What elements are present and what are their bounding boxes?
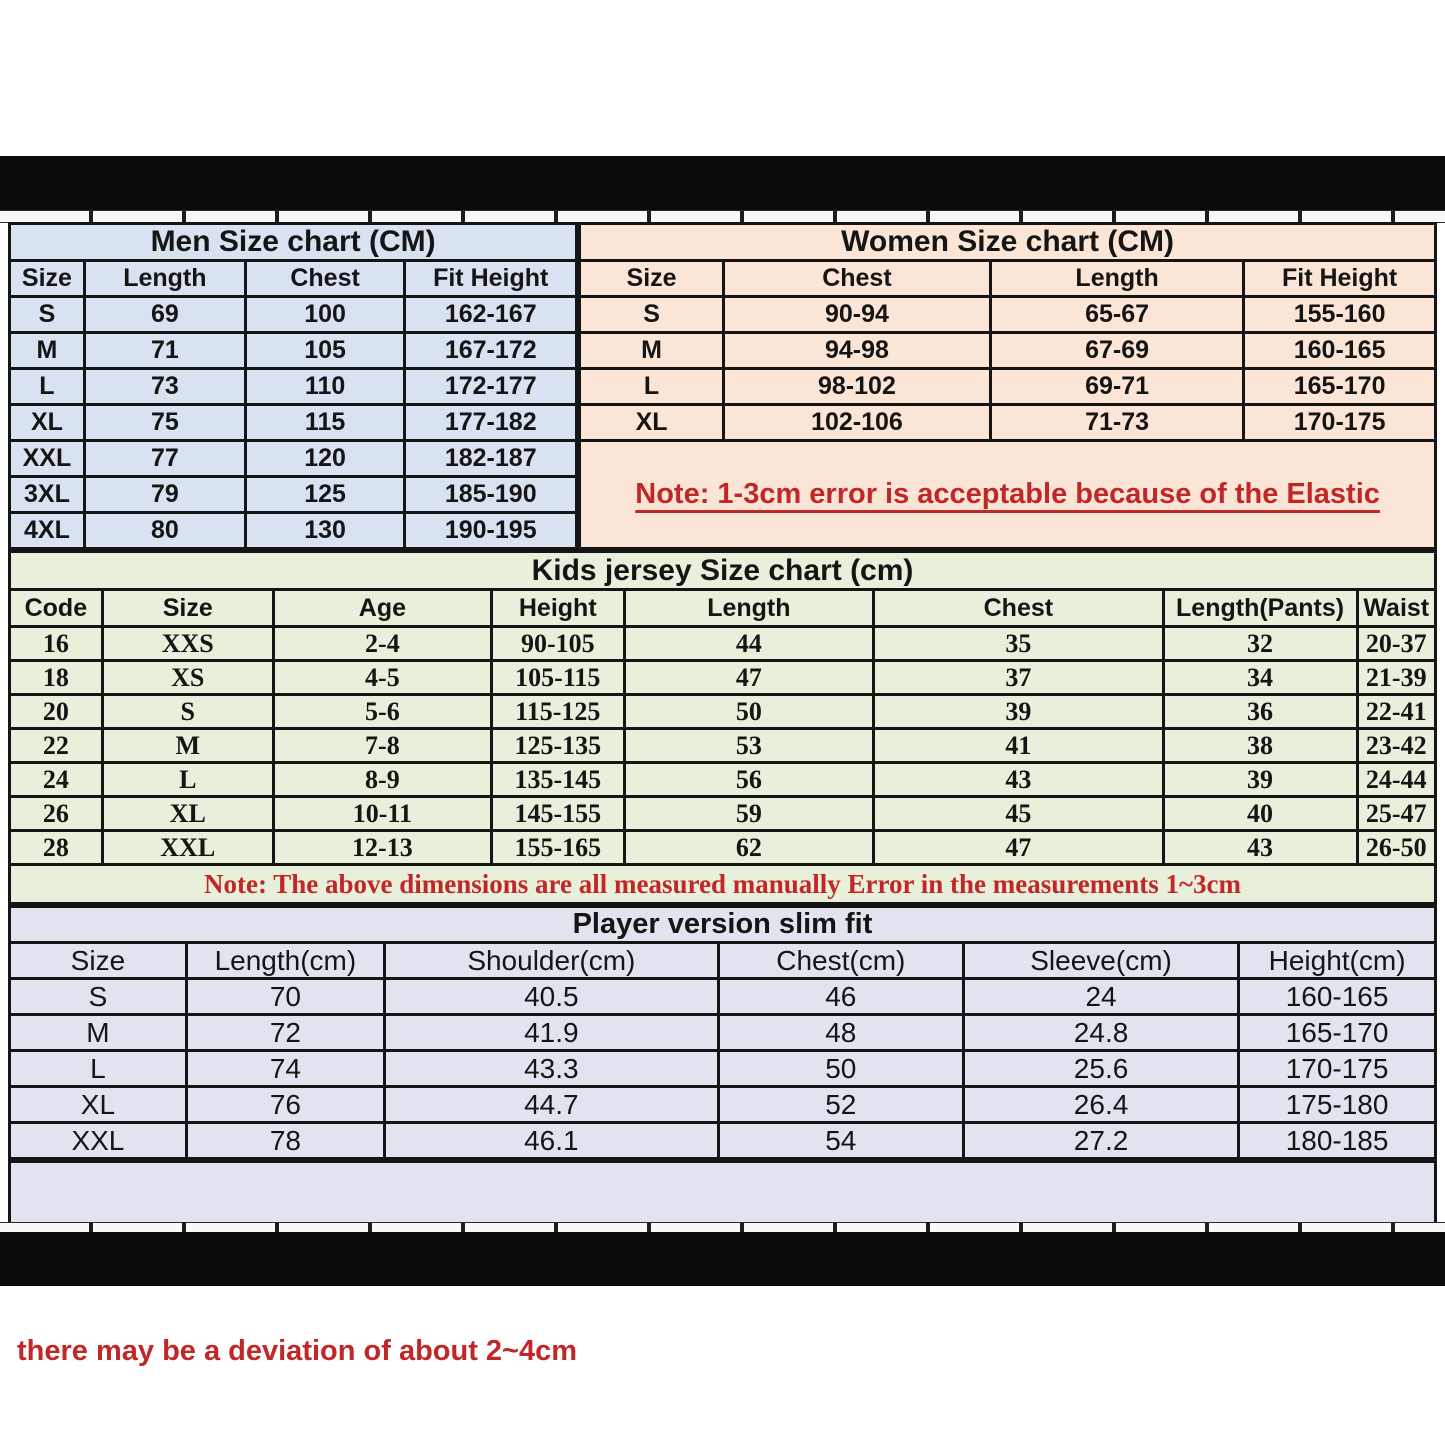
table-row xyxy=(10,405,577,441)
column-header: Length xyxy=(84,261,245,297)
table-cell: 25-47 xyxy=(1357,797,1435,831)
table-row xyxy=(10,1051,1436,1087)
table-cell: 35 xyxy=(874,627,1163,661)
column-header: Height(cm) xyxy=(1239,943,1436,979)
table-cell: 50 xyxy=(718,1051,963,1087)
table-cell: 69-71 xyxy=(990,369,1243,405)
table-row xyxy=(10,441,577,477)
table-cell: 70 xyxy=(186,979,384,1015)
table-cell: 41 xyxy=(874,729,1163,763)
table-cell: 56 xyxy=(624,763,874,797)
table-cell: 44.7 xyxy=(385,1087,719,1123)
women-header-row xyxy=(580,261,1436,297)
table-cell: 27.2 xyxy=(963,1123,1238,1159)
table-cell: 36 xyxy=(1163,695,1357,729)
table-cell: XL xyxy=(580,405,724,441)
table-cell: 78 xyxy=(186,1123,384,1159)
table-cell: XL xyxy=(10,405,85,441)
table-cell: 41.9 xyxy=(385,1015,719,1051)
table-cell: 48 xyxy=(718,1015,963,1051)
table-cell: 175-180 xyxy=(1239,1087,1436,1123)
table-cell: XXL xyxy=(102,831,273,865)
table-cell: M xyxy=(102,729,273,763)
table-cell: 24 xyxy=(963,979,1238,1015)
player-version-table xyxy=(8,905,1437,1160)
table-cell: 24 xyxy=(10,763,103,797)
table-cell: 65-67 xyxy=(990,297,1243,333)
table-cell: XXL xyxy=(10,1123,187,1159)
table-cell: 3XL xyxy=(10,477,85,513)
table-cell: 18 xyxy=(10,661,103,695)
table-cell: 90-94 xyxy=(723,297,990,333)
table-cell: 167-172 xyxy=(405,333,577,369)
table-cell: 2-4 xyxy=(273,627,491,661)
table-cell: 71 xyxy=(84,333,245,369)
elastic-note: Note: 1-3cm error is acceptable because of the Elastic xyxy=(635,478,1380,510)
column-header: Shoulder(cm) xyxy=(385,943,719,979)
table-cell: 46 xyxy=(718,979,963,1015)
table-cell: 16 xyxy=(10,627,103,661)
table-cell: 23-42 xyxy=(1357,729,1435,763)
column-header: Size xyxy=(102,590,273,627)
table-cell: 52 xyxy=(718,1087,963,1123)
men-table-title: Men Size chart (CM) xyxy=(10,224,577,261)
men-women-row xyxy=(8,222,1437,550)
table-cell: 46.1 xyxy=(385,1123,719,1159)
table-cell: 110 xyxy=(245,369,404,405)
table-cell: S xyxy=(10,297,85,333)
table-cell: 98-102 xyxy=(723,369,990,405)
table-cell: 180-185 xyxy=(1239,1123,1436,1159)
table-cell: 45 xyxy=(874,797,1163,831)
table-cell: L xyxy=(102,763,273,797)
table-cell: 67-69 xyxy=(990,333,1243,369)
table-cell: 172-177 xyxy=(405,369,577,405)
women-size-table xyxy=(578,222,1437,550)
table-cell: 54 xyxy=(718,1123,963,1159)
table-row xyxy=(10,763,1436,797)
table-cell: 100 xyxy=(245,297,404,333)
table-row xyxy=(580,405,1436,441)
table-cell: 5-6 xyxy=(273,695,491,729)
table-cell: 185-190 xyxy=(405,477,577,513)
table-cell: 43 xyxy=(1163,831,1357,865)
table-row xyxy=(10,797,1436,831)
column-header: Chest xyxy=(245,261,404,297)
table-cell: 160-165 xyxy=(1244,333,1436,369)
table-cell: XL xyxy=(10,1087,187,1123)
table-cell: 190-195 xyxy=(405,513,577,549)
kids-size-table xyxy=(8,550,1437,905)
column-header: Length(Pants) xyxy=(1163,590,1357,627)
men-size-table xyxy=(8,222,578,550)
table-cell: 115-125 xyxy=(491,695,624,729)
table-cell: 74 xyxy=(186,1051,384,1087)
table-cell: 34 xyxy=(1163,661,1357,695)
kids-measure-note: Note: The above dimensions are all measured manually Error in the measurements 1~3cm xyxy=(10,865,1436,904)
table-row xyxy=(10,729,1436,763)
column-header: Size xyxy=(580,261,724,297)
table-row xyxy=(580,369,1436,405)
table-row xyxy=(10,369,577,405)
table-cell: 20 xyxy=(10,695,103,729)
table-cell: 105-115 xyxy=(491,661,624,695)
table-cell: 8-9 xyxy=(273,763,491,797)
table-cell: 39 xyxy=(874,695,1163,729)
men-header-row xyxy=(10,261,577,297)
table-cell: 79 xyxy=(84,477,245,513)
women-table-wrap xyxy=(578,222,1437,550)
table-cell: 4-5 xyxy=(273,661,491,695)
table-cell: 24.8 xyxy=(963,1015,1238,1051)
column-header: Length xyxy=(624,590,874,627)
table-cell: 71-73 xyxy=(990,405,1243,441)
table-cell: M xyxy=(10,1015,187,1051)
column-header: Size xyxy=(10,261,85,297)
table-cell: 182-187 xyxy=(405,441,577,477)
table-cell: 59 xyxy=(624,797,874,831)
column-header: Code xyxy=(10,590,103,627)
top-black-band xyxy=(0,156,1445,210)
table-row xyxy=(10,831,1436,865)
footer-note-line2: there may be a deviation of about 2~4cm xyxy=(17,1335,578,1367)
table-cell: 165-170 xyxy=(1239,1015,1436,1051)
table-cell: 135-145 xyxy=(491,763,624,797)
table-cell: XXL xyxy=(10,441,85,477)
table-cell: 40 xyxy=(1163,797,1357,831)
table-cell: 26 xyxy=(10,797,103,831)
table-row xyxy=(10,1087,1436,1123)
table-cell: 53 xyxy=(624,729,874,763)
table-cell: 170-175 xyxy=(1244,405,1436,441)
table-row xyxy=(580,297,1436,333)
table-cell: 115 xyxy=(245,405,404,441)
table-cell: 37 xyxy=(874,661,1163,695)
table-cell: 4XL xyxy=(10,513,85,549)
table-cell: 47 xyxy=(624,661,874,695)
table-row xyxy=(10,297,577,333)
table-cell: 24-44 xyxy=(1357,763,1435,797)
table-row xyxy=(10,979,1436,1015)
table-cell: M xyxy=(580,333,724,369)
table-cell: 72 xyxy=(186,1015,384,1051)
table-cell: 39 xyxy=(1163,763,1357,797)
table-cell: 102-106 xyxy=(723,405,990,441)
table-cell: S xyxy=(580,297,724,333)
table-cell: 80 xyxy=(84,513,245,549)
table-cell: 7-8 xyxy=(273,729,491,763)
table-cell: 160-165 xyxy=(1239,979,1436,1015)
men-table-wrap xyxy=(8,222,578,550)
table-cell: 145-155 xyxy=(491,797,624,831)
kids-table-title: Kids jersey Size chart (cm) xyxy=(10,552,1436,590)
table-cell: 155-160 xyxy=(1244,297,1436,333)
table-cell: 170-175 xyxy=(1239,1051,1436,1087)
kids-header-row xyxy=(10,590,1436,627)
table-cell: 40.5 xyxy=(385,979,719,1015)
table-cell: 77 xyxy=(84,441,245,477)
table-cell: 25.6 xyxy=(963,1051,1238,1087)
table-cell: 94-98 xyxy=(723,333,990,369)
table-cell: 155-165 xyxy=(491,831,624,865)
table-cell: 21-39 xyxy=(1357,661,1435,695)
table-cell: 43 xyxy=(874,763,1163,797)
column-header: Chest xyxy=(874,590,1163,627)
column-header: Height xyxy=(491,590,624,627)
column-header: Sleeve(cm) xyxy=(963,943,1238,979)
table-cell: L xyxy=(10,369,85,405)
table-cell: 50 xyxy=(624,695,874,729)
table-row xyxy=(10,661,1436,695)
table-row xyxy=(10,695,1436,729)
table-cell: 43.3 xyxy=(385,1051,719,1087)
table-cell: 177-182 xyxy=(405,405,577,441)
table-row xyxy=(580,333,1436,369)
table-cell: 90-105 xyxy=(491,627,624,661)
table-cell: XS xyxy=(102,661,273,695)
table-cell: 62 xyxy=(624,831,874,865)
bottom-black-band xyxy=(0,1232,1445,1286)
player-table-title: Player version slim fit xyxy=(10,907,1436,943)
table-cell: 73 xyxy=(84,369,245,405)
table-cell: 22-41 xyxy=(1357,695,1435,729)
table-cell: S xyxy=(10,979,187,1015)
column-header: Waist xyxy=(1357,590,1435,627)
column-header: Size xyxy=(10,943,187,979)
table-cell: 130 xyxy=(245,513,404,549)
table-cell: XL xyxy=(102,797,273,831)
table-cell: L xyxy=(10,1051,187,1087)
table-cell: 12-13 xyxy=(273,831,491,865)
table-cell: 47 xyxy=(874,831,1163,865)
size-chart-sheet xyxy=(8,222,1437,1367)
column-header: Fit Height xyxy=(405,261,577,297)
table-cell: L xyxy=(580,369,724,405)
table-cell: 69 xyxy=(84,297,245,333)
table-row xyxy=(10,513,577,549)
table-cell: 75 xyxy=(84,405,245,441)
table-row xyxy=(10,477,577,513)
table-cell: 28 xyxy=(10,831,103,865)
table-cell: 105 xyxy=(245,333,404,369)
women-table-title: Women Size chart (CM) xyxy=(580,224,1436,261)
column-header: Length xyxy=(990,261,1243,297)
table-cell: 120 xyxy=(245,441,404,477)
table-cell: 125 xyxy=(245,477,404,513)
table-cell: 44 xyxy=(624,627,874,661)
table-cell: XXS xyxy=(102,627,273,661)
table-cell: 20-37 xyxy=(1357,627,1435,661)
column-header: Fit Height xyxy=(1244,261,1436,297)
table-cell: 125-135 xyxy=(491,729,624,763)
table-row xyxy=(10,627,1436,661)
table-cell: 38 xyxy=(1163,729,1357,763)
table-cell: 26-50 xyxy=(1357,831,1435,865)
table-cell: 10-11 xyxy=(273,797,491,831)
column-header: Length(cm) xyxy=(186,943,384,979)
table-row xyxy=(10,1015,1436,1051)
table-cell: 162-167 xyxy=(405,297,577,333)
player-header-row xyxy=(10,943,1436,979)
table-row xyxy=(10,1123,1436,1159)
table-cell: 22 xyxy=(10,729,103,763)
column-header: Chest xyxy=(723,261,990,297)
table-cell: 26.4 xyxy=(963,1087,1238,1123)
table-cell: S xyxy=(102,695,273,729)
table-cell: 32 xyxy=(1163,627,1357,661)
table-cell: 76 xyxy=(186,1087,384,1123)
table-cell: 165-170 xyxy=(1244,369,1436,405)
women-note-cell xyxy=(580,441,1436,549)
table-cell: M xyxy=(10,333,85,369)
column-header: Age xyxy=(273,590,491,627)
column-header: Chest(cm) xyxy=(718,943,963,979)
table-row xyxy=(10,333,577,369)
